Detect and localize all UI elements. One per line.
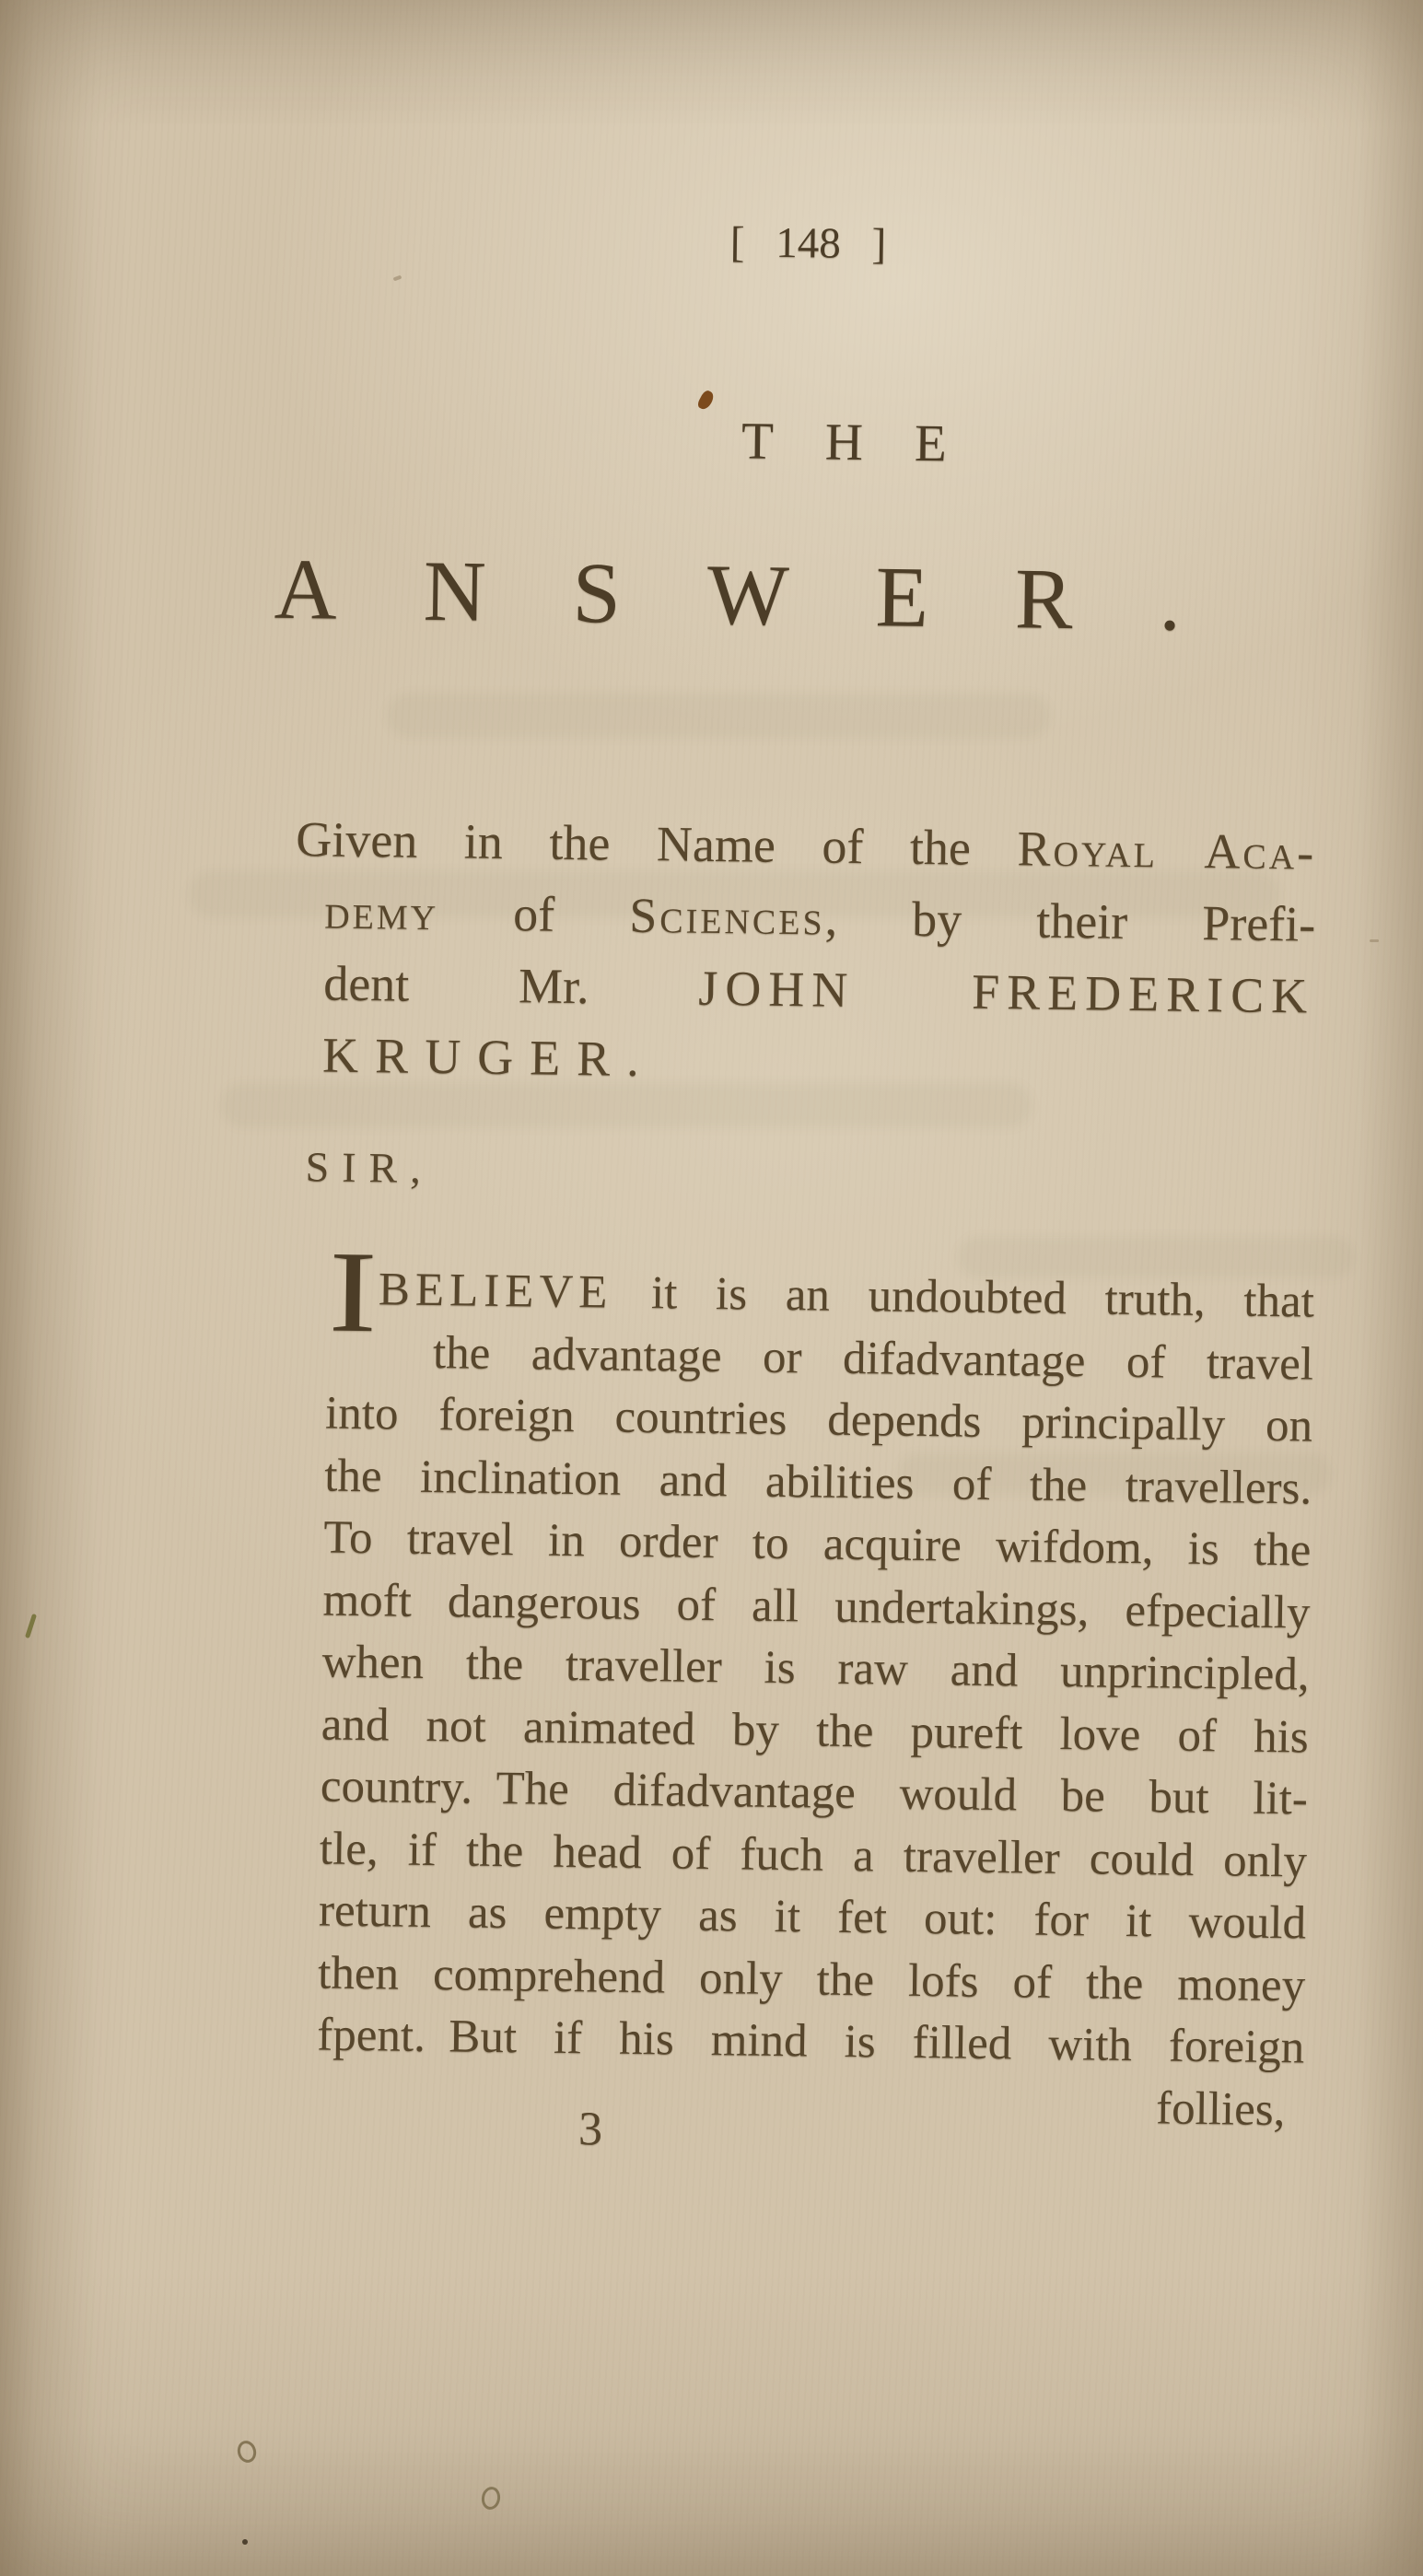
attribution-line-1 <box>296 803 1317 888</box>
body-line: the inclination and abilities of the travellers. <box>323 1450 1312 1515</box>
page-number: [ 148 ] <box>729 218 887 269</box>
body-line: country. The difadvantage would be but lit- <box>320 1760 1309 1825</box>
body-line: To travel in order to acquire wifdom, is the <box>323 1511 1312 1577</box>
drop-cap: I <box>328 1228 379 1358</box>
salutation: SIR, <box>305 1143 435 1193</box>
attribution-smallcaps: Royal Aca- <box>1017 821 1317 880</box>
body-line: and not animated by the pureft love of his <box>321 1698 1310 1764</box>
attribution-line-4 <box>293 1019 1314 1103</box>
president-name: JOHN FREDERICK <box>698 960 1315 1024</box>
body-text <box>316 1228 1315 2142</box>
answer-title: ANSWER. <box>274 541 1268 650</box>
body-line: when the traveller is raw and unprincipled, <box>321 1636 1310 1701</box>
attribution-text: Given in the Name of the <box>295 811 1018 877</box>
body-line-lead-caps: BELIEVE <box>378 1264 613 1319</box>
signature-mark: 3 <box>577 2103 603 2156</box>
attribution-paragraph <box>293 803 1317 1103</box>
section-kicker: THE <box>741 412 999 474</box>
attribution-text: of <box>437 885 630 943</box>
attribution-text: , by their Prefi- <box>824 890 1316 952</box>
body-line: the advantage or difadvantage of travel <box>432 1326 1314 1391</box>
attribution-text: dent Mr. <box>322 955 699 1016</box>
body-line: into foreign countries depends principally on <box>324 1387 1313 1452</box>
body-line: return as empty as it fet out: for it would <box>318 1884 1307 1950</box>
body-line: moft dangerous of all undertakings, efpecially <box>322 1574 1311 1639</box>
body-line-text: it is an undoubted truth, that <box>612 1266 1315 1328</box>
attribution-smallcaps: Sciences <box>628 887 826 946</box>
body-line <box>379 1259 1315 1334</box>
attribution-smallcaps: demy <box>323 883 439 941</box>
dot-speck <box>242 2539 248 2545</box>
attribution-line-2 <box>295 875 1316 960</box>
attribution-line-3 <box>294 947 1315 1032</box>
body-line: then comprehend only the lofs of the money <box>317 1946 1306 2012</box>
dot-speck <box>1370 939 1379 942</box>
catchword: follies, <box>1155 2081 1286 2136</box>
body-line: tle, if the head of fuch a traveller could only <box>319 1822 1308 1888</box>
body-line: fpent. But if his mind is filled with foreign <box>317 2009 1305 2074</box>
president-surname: KRUGER. <box>321 1027 657 1088</box>
